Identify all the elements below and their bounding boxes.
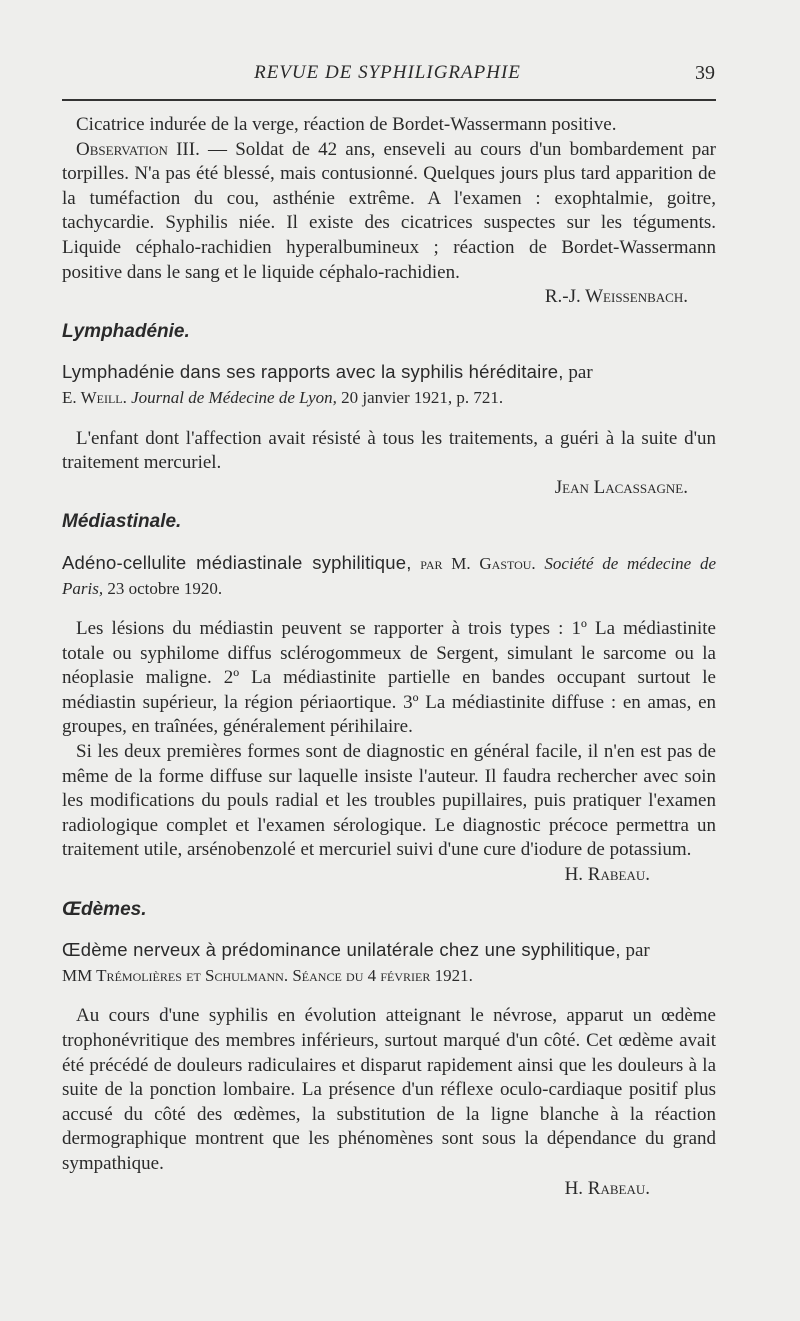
summary-paragraph: Les lésions du médiastin peuvent se rapporter à trois types : 1º La médiastinite totale ou syphilome diffus sclérogommeux de Sergent, simulant le sarcome ou la néoplasie maligne. 2º La médiastinite partielle en bandes occupant surtout le médiastin supérieur, la région périaortique. 3º La médiastinite diffuse : en amas, en groupes, en traînées, généralement périhilaire. xyxy=(62,618,716,738)
summary-paragraph: L'enfant dont l'affection avait résisté à tous les traitements, a guéri à la suite d'un traitement mercuriel. xyxy=(62,427,716,474)
article-date: 20 janvier 1921, p. 721. xyxy=(336,387,504,407)
section-heading-lymphadenie: Lymphadénie. xyxy=(62,320,190,342)
article-author: par M. Gastou. xyxy=(411,553,536,573)
running-title: REVUE DE SYPHILIGRAPHIE xyxy=(254,62,521,83)
article-title: Lymphadénie dans ses rapports avec la syphilis héréditaire, xyxy=(62,361,564,383)
page-number: 39 xyxy=(695,62,715,84)
summary-paragraph: Si les deux premières formes sont de diagnostic en général facile, il n'en est pas de même de la forme diffuse sur laquelle insiste l'auteur. Il faudra rechercher avec soin les modifications du pouls radial et les troubles pupillaires, puis pratiquer l'examen radiologique complet et l'examen sérologique. Le diagnostic précoce permettra un traitement utile, arsénobenzolé et mercuriel suivi d'une cure d'iodure de potassium. xyxy=(62,741,716,861)
page-body xyxy=(62,113,716,1201)
signature-weissenbach: R.-J. Weissenbach. xyxy=(544,286,688,308)
continuation-paragraph: Cicatrice indurée de la verge, réaction de Bordet-Wassermann positive. xyxy=(76,114,617,135)
signature-lacassagne: Jean Lacassagne. xyxy=(554,476,688,498)
header-rule xyxy=(62,99,716,101)
signature-rabeau: H. Rabeau. xyxy=(564,864,650,886)
article-ref-lymphadenie: Lymphadénie dans ses rapports avec la syphilis héréditaire, par E. Weill. Journal de Médecine de Lyon, 20 janvier 1921, p. 721. xyxy=(62,361,593,407)
article-journal: Société de médecine de Paris, xyxy=(62,553,717,598)
observation-paragraph xyxy=(62,138,716,286)
page-header xyxy=(60,62,715,90)
article-author: E. Weill. xyxy=(62,387,127,407)
article-title: Adéno-cellulite médiastinale syphilitique, xyxy=(62,551,412,573)
summary-paragraph: Au cours d'une syphilis en évolution atteignant le névrose, apparut un œdème trophonévritique des membres inférieurs, surtout marqué d'un côté. Cet œdème avait été précédé de douleurs radiculaires et disparut rapidement ainsi que les douleurs à la suite de la ponction lombaire. La présence d'un réflexe oculo-cardiaque positif plus accusé du côté des œdèmes, la substitution de la ligne blanche à la réaction dermographique montrent que les phénomènes sont sous la dépendance du grand sympathique. xyxy=(62,1005,716,1174)
article-title: Œdème nerveux à prédominance unilatérale chez une syphilitique, xyxy=(62,939,621,961)
observation-text: — Soldat de 42 ans, enseveli au cours d'un bombardement par torpilles. N'a pas été blessé, mais contusionné. Quelques jours plus tard apparition de la tuméfaction du cou, asthénie extrême. A l'examen : exophtalmie, goitre, tachycardie. Syphilis niée. Il existe des cicatrices suspectes sur les téguments. Liquide céphalo-rachidien hyperalbumineux ; réaction de Bordet-Wassermann positive dans le sang et le liquide céphalo-rachidien. xyxy=(62,138,716,283)
article-ref-mediastinale xyxy=(62,551,716,601)
article-ref-oedemes: Œdème nerveux à prédominance unilatérale chez une syphilitique, par MM Trémolières et Schulmann. Séance du 4 février 1921. xyxy=(62,939,650,985)
signature-rabeau: H. Rabeau. xyxy=(564,1177,650,1199)
article-reference: MM Trémolières et Schulmann. Séance du 4 février 1921. xyxy=(62,965,473,985)
article-journal: Journal de Médecine de Lyon, xyxy=(126,387,337,407)
observation-label: Observation III. xyxy=(76,138,200,160)
section-heading-mediastinale: Médiastinale. xyxy=(62,511,182,533)
article-date: 23 octobre 1920. xyxy=(103,578,223,598)
section-heading-oedemes: Œdèmes. xyxy=(62,898,147,920)
